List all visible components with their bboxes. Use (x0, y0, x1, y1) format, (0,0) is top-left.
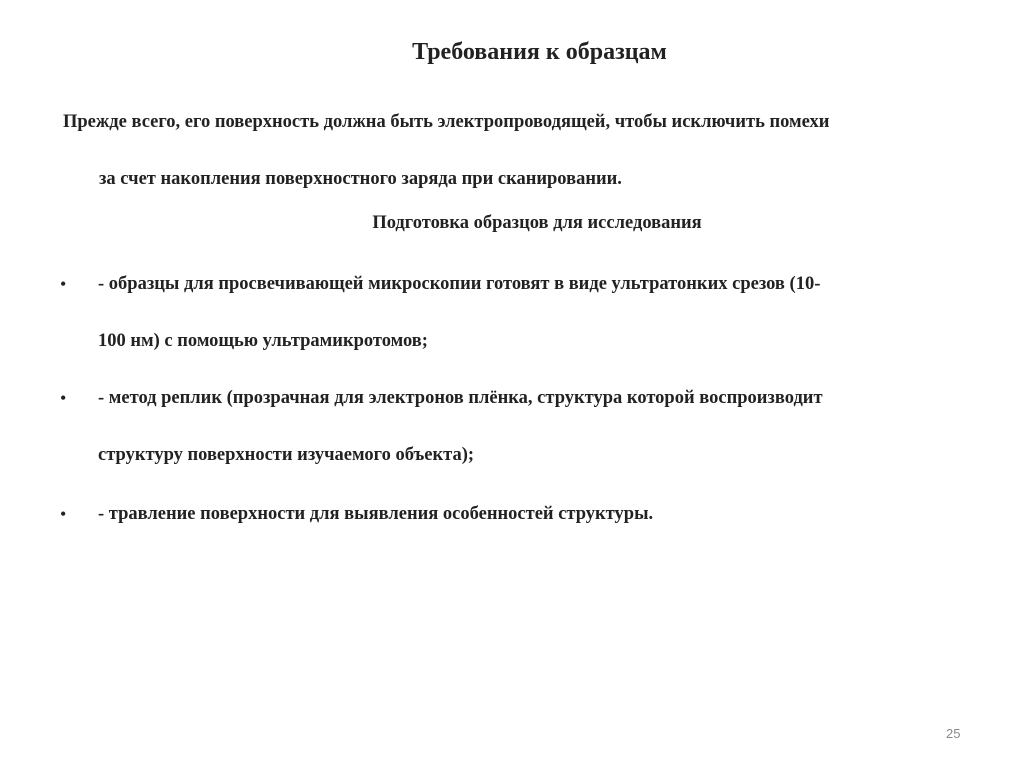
bullet-1-line-2: 100 нм) с помощью ультрамикротомов; (98, 331, 428, 351)
intro-paragraph (63, 94, 1013, 208)
page-number: 25 (946, 726, 961, 741)
bullet-2-line-1: - метод реплик (прозрачная для электронов плёнка, структура которой воспроизводит (98, 388, 823, 408)
intro-line-1: Прежде всего, его поверхность должна быть электропроводящей, чтобы исключить помехи (63, 112, 830, 132)
bullet-item-1 (60, 256, 1005, 370)
section-subtitle: Подготовка образцов для исследования (372, 213, 702, 233)
bullet-dot-icon: • (60, 388, 67, 408)
slide-title: Требования к образцам (412, 39, 667, 65)
bullet-2-line-2: структуру поверхности изучаемого объекта); (98, 445, 475, 465)
bullet-item-3 (60, 486, 1005, 543)
bullet-dot-icon: • (60, 504, 67, 524)
bullet-1-line-1: - образцы для просвечивающей микроскопии готовят в виде ультратонких срезов (10- (98, 274, 821, 294)
intro-line-2: за счет накопления поверхностного заряда при сканировании. (99, 169, 622, 189)
bullet-dot-icon: • (60, 274, 67, 294)
bullet-3-line-1: - травление поверхности для выявления особенностей структуры. (98, 504, 654, 524)
bullet-item-2 (60, 370, 1005, 484)
